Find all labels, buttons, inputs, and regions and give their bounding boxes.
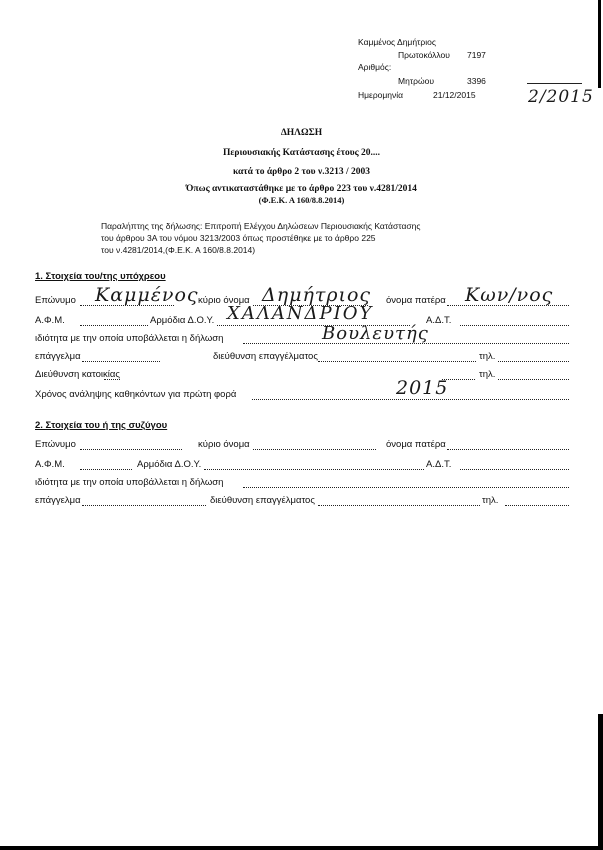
handwritten-ref: 2/2015 <box>528 87 594 107</box>
s1-afm-field[interactable] <box>80 325 148 326</box>
recipient-line1: Παραλήπτης της δήλωσης: Επιτροπή Ελέγχου Δηλώσεων Περιουσιακής Κατάστασης <box>101 221 421 231</box>
s1-firstname-value: Δημήτριος <box>262 284 372 306</box>
s1-year-field[interactable] <box>252 399 569 400</box>
s1-workaddr-label: διεύθυνση επαγγέλματος <box>213 351 318 362</box>
s2-adt-field[interactable] <box>460 469 569 470</box>
s1-adt-label: Α.Δ.Τ. <box>426 315 452 326</box>
registry-number: 3396 <box>467 76 486 86</box>
s1-phone2-label: τηλ. <box>479 369 496 380</box>
s2-afm-field[interactable] <box>80 469 132 470</box>
s1-doy-value: ΧΑΛΑΝΔΡΙΟΥ <box>227 303 374 324</box>
s2-firstname-field[interactable] <box>253 449 376 450</box>
s2-father-field[interactable] <box>447 449 569 450</box>
s1-surname-label: Επώνυμο <box>35 295 76 306</box>
date-value: 21/12/2015 <box>433 90 476 100</box>
s2-profession-field[interactable] <box>82 505 206 506</box>
doc-title: ΔΗΛΩΣΗ <box>280 128 323 138</box>
date-label: Ημερομηνία <box>358 90 404 100</box>
s1-profession-field[interactable] <box>82 361 160 362</box>
s2-father-label: όνομα πατέρα <box>386 439 446 450</box>
s1-father-value: Κων/νος <box>465 284 554 306</box>
s2-firstname-label: κύριο όνομα <box>198 439 250 450</box>
scan-edge-bottom <box>598 714 603 850</box>
s1-doy-label: Αρμόδια Δ.Ο.Υ. <box>150 315 215 326</box>
doc-law-ref: κατά το άρθρο 2 του ν.3213 / 2003 <box>233 167 370 177</box>
recipient-line2: του άρθρου 3Α του νόμου 3213/2003 όπως προστέθηκε με το άρθρο 225 <box>101 233 376 243</box>
s1-phone2-field[interactable] <box>498 379 569 380</box>
s1-workaddr-field[interactable] <box>318 361 476 362</box>
s2-workaddr-label: διεύθυνση επαγγέλματος <box>210 495 315 506</box>
s2-workaddr-field[interactable] <box>318 505 480 506</box>
doc-fek-ref: (Φ.Ε.Κ. Α 160/8.8.2014) <box>258 195 345 205</box>
s1-phone-label: τηλ. <box>479 351 496 362</box>
s1-year-label: Χρόνος ανάληψης καθηκόντων για πρώτη φορά <box>35 389 237 400</box>
scan-edge-top <box>598 0 601 88</box>
s1-afm-label: Α.Φ.Μ. <box>35 315 65 326</box>
s1-homeaddr-field[interactable] <box>104 379 120 380</box>
s2-phone-label: τηλ. <box>482 495 499 506</box>
number-label: Αριθμός: <box>358 62 392 72</box>
s1-homeaddr-label: Διεύθυνση κατοικίας <box>35 369 120 380</box>
s2-adt-label: Α.Δ.Τ. <box>426 459 452 470</box>
section1-heading: 1. Στοιχεία του/της υπόχρεου <box>35 271 166 282</box>
s1-father-label: όνομα πατέρα <box>386 295 446 306</box>
s2-doy-field[interactable] <box>204 469 424 470</box>
registry-label: Μητρώου <box>398 76 435 86</box>
s2-surname-field[interactable] <box>80 449 182 450</box>
protocol-number: 7197 <box>467 50 486 60</box>
s1-adt-field[interactable] <box>460 325 569 326</box>
s2-profession-label: επάγγελμα <box>35 495 81 506</box>
protocol-label: Πρωτοκόλλου <box>398 50 450 60</box>
doc-amend-ref: Όπως αντικαταστάθηκε με το άρθρο 223 του ν.4281/2014 <box>186 184 417 194</box>
s1-capacity-label: ιδιότητα με την οποία υποβάλλεται η δήλωση <box>35 333 224 344</box>
doc-subtitle: Περιουσιακής Κατάστασης έτους 20.... <box>222 148 381 158</box>
recipient-line3: του ν.4281/2014,(Φ.Ε.Κ. Α 160/8.8.2014) <box>101 245 256 255</box>
scan-edge-footer <box>0 846 603 850</box>
section2-heading: 2. Στοιχεία του ή της συζύγου <box>35 420 168 431</box>
s1-phone-field[interactable] <box>498 361 569 362</box>
s2-phone-field[interactable] <box>505 505 569 506</box>
s1-capacity-value: Βουλευτής <box>322 323 429 344</box>
s1-profession-label: επάγγελμα <box>35 351 81 362</box>
s2-doy-label: Αρμόδια Δ.Ο.Υ. <box>137 459 202 470</box>
s1-surname-value: Καμμένος <box>95 284 199 306</box>
s2-surname-label: Επώνυμο <box>35 439 76 450</box>
ref-line <box>527 83 582 84</box>
s1-year-value: 2015 <box>396 377 449 399</box>
s2-afm-label: Α.Φ.Μ. <box>35 459 65 470</box>
header-name-line: Καμμένος Δημήτριος <box>358 37 436 47</box>
s1-firstname-label: κύριο όνομα <box>198 295 250 306</box>
s2-capacity-label: ιδιότητα με την οποία υποβάλλεται η δήλωση <box>35 477 224 488</box>
s2-capacity-field[interactable] <box>243 487 569 488</box>
